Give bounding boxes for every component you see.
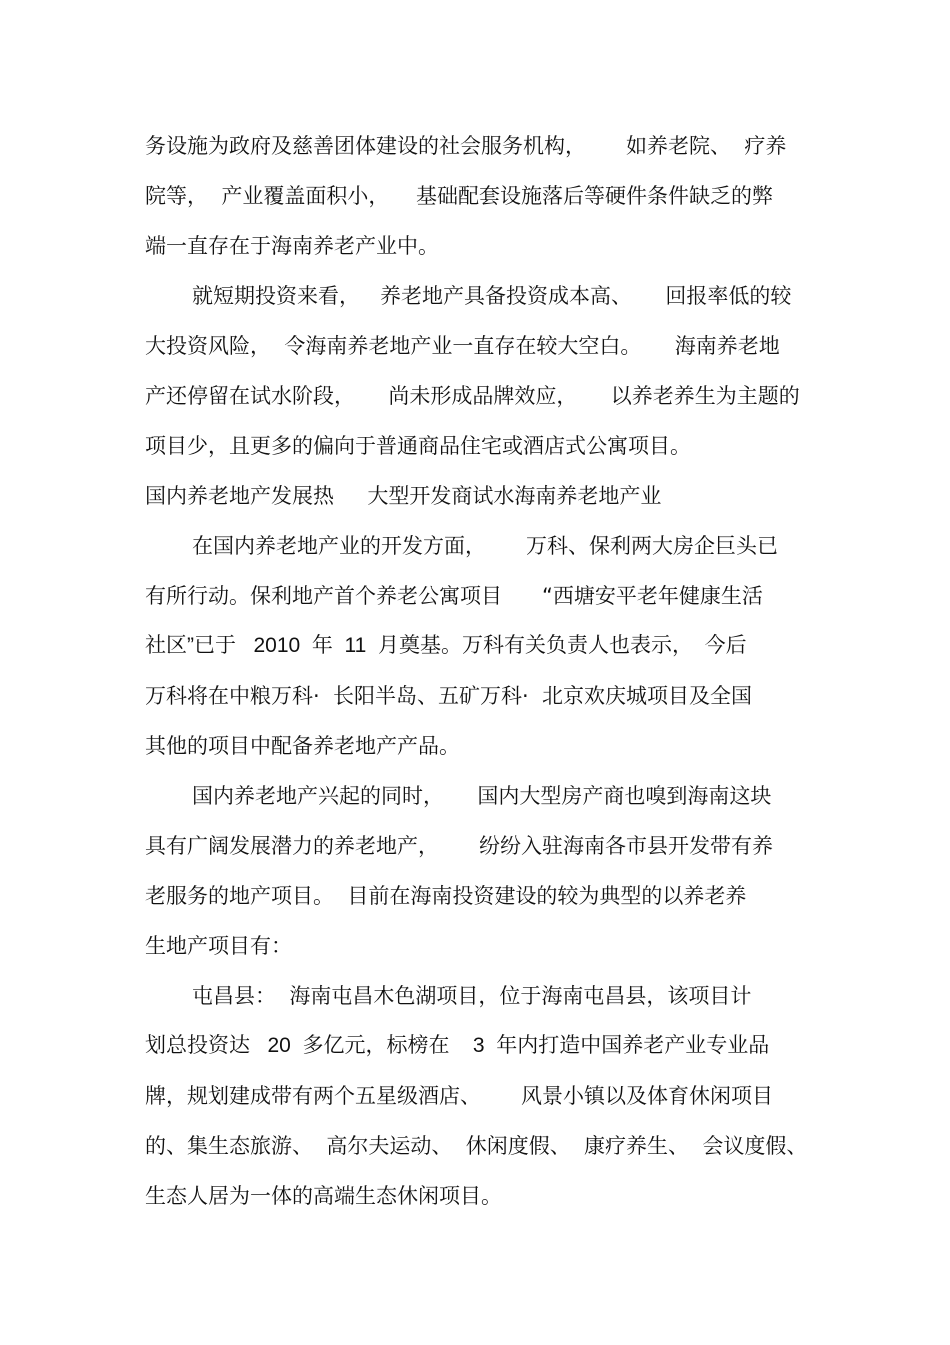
text-line: 大投资风险， 令海南养老地产业一直存在较大空白。 海南养老地 bbox=[145, 334, 780, 358]
text-line: 生地产项目有： bbox=[145, 934, 292, 958]
text-line: 具有广阔发展潜力的养老地产， 纷纷入驻海南各市县开发带有养 bbox=[145, 834, 774, 858]
text-line: 有所行动。保利地产首个养老公寓项目 “西塘安平老年健康生活 bbox=[145, 584, 763, 608]
text-line: 社区”已于 2010 年 11 月奠基。万科有关负责人也表示， 今后 bbox=[145, 634, 747, 657]
text-line: 在国内养老地产业的开发方面， 万科、保利两大房企巨头已 bbox=[192, 534, 779, 558]
text-line: 万科将在中粮万科· 长阳半岛、五矿万科· 北京欢庆城项目及全国 bbox=[145, 684, 753, 708]
text-line: 务设施为政府及慈善团体建设的社会服务机构， 如养老院、 疗养 bbox=[145, 134, 787, 158]
text-line: 生态人居为一体的高端生态休闲项目。 bbox=[145, 1184, 502, 1208]
text-line: 产还停留在试水阶段， 尚未形成品牌效应， 以养老养生为主题的 bbox=[145, 384, 800, 408]
text-line: 国内养老地产兴起的同时， 国内大型房产商也嗅到海南这块 bbox=[192, 784, 772, 808]
text-line: 牌，规划建成带有两个五星级酒店、 风景小镇以及体育休闲项目 bbox=[145, 1084, 774, 1108]
text-line: 老服务的地产项目。 目前在海南投资建设的较为典型的以养老养 bbox=[145, 884, 747, 908]
text-line: 屯昌县： 海南屯昌木色湖项目，位于海南屯昌县，该项目计 bbox=[192, 984, 752, 1008]
text-line: 其他的项目中配备养老地产产品。 bbox=[145, 734, 460, 758]
text-line: 院等， 产业覆盖面积小， 基础配套设施落后等硬件条件缺乏的弊 bbox=[145, 184, 774, 208]
text-line: 端一直存在于海南养老产业中。 bbox=[145, 234, 439, 258]
text-line: 就短期投资来看， 养老地产具备投资成本高、 回报率低的较 bbox=[192, 284, 792, 308]
text-line: 的、集生态旅游、 高尔夫运动、 休闲度假、 康疗养生、 会议度假、 bbox=[145, 1134, 808, 1158]
text-line: 划总投资达 20 多亿元，标榜在 3 年内打造中国养老产业专业品 bbox=[145, 1034, 770, 1057]
section-heading: 国内养老地产发展热 大型开发商试水海南养老地产业 bbox=[145, 484, 662, 508]
text-line: 项目少，且更多的偏向于普通商品住宅或酒店式公寓项目。 bbox=[145, 434, 691, 458]
